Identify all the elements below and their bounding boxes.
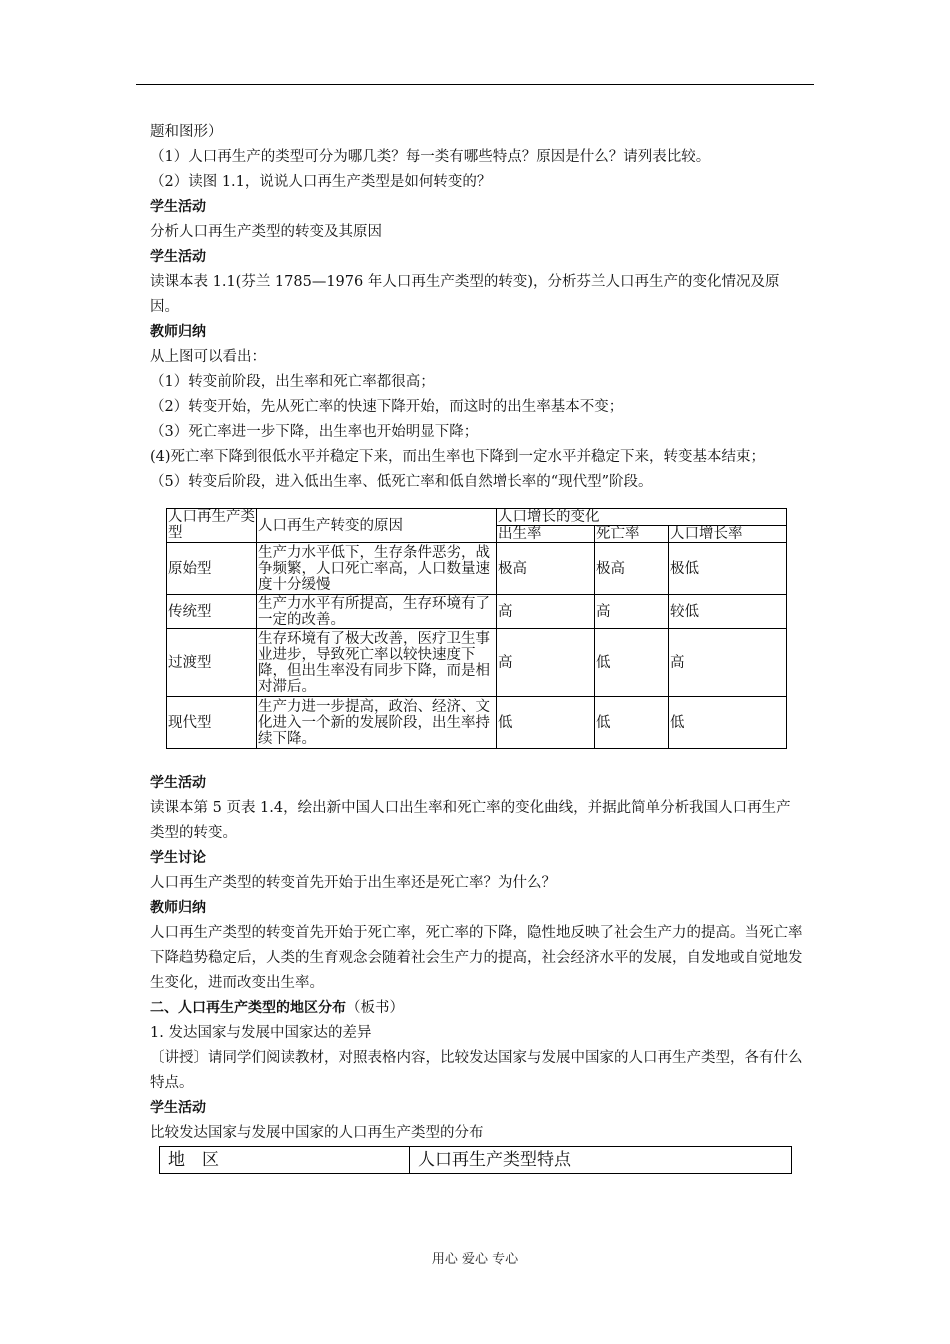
paragraph: 1. 发达国家与发展中国家达的差异: [150, 1025, 372, 1041]
section2-suffix: （板书）: [346, 1000, 404, 1016]
section-heading: 学生活动: [150, 1100, 206, 1116]
section-heading: 学生活动: [150, 775, 206, 791]
paragraph: 比较发达国家与发展中国家的人口再生产类型的分布: [150, 1125, 484, 1141]
cell-birth: 高: [497, 595, 595, 629]
bottom-paragraphs: [150, 771, 805, 996]
cell-reason: 生产力水平低下，生存条件恶劣，战争频繁，人口死亡率高，人口数量速度十分缓慢: [257, 543, 497, 595]
section-heading: 教师归纳: [150, 900, 206, 916]
paragraph: （2）转变开始，先从死亡率的快速下降开始，而这时的出生率基本不变；: [150, 399, 624, 415]
reproduction-types-table: [166, 508, 787, 749]
paragraph: 从上图可以看出：: [150, 349, 266, 365]
cell-growth: 极低: [669, 543, 787, 595]
cell-growth: 较低: [669, 595, 787, 629]
table-row: [167, 697, 787, 749]
page-footer: 用心 爱心 专心: [431, 1252, 519, 1267]
cell-growth: 高: [669, 629, 787, 697]
header-type: 人口再生产类型: [168, 509, 255, 541]
section2-heading: [150, 996, 805, 1021]
paragraph: 人口再生产类型的转变首先开始于死亡率，死亡率的下降，隐性地反映了社会生产力的提高。当死亡率下降趋势稳定后，人类的生育观念会随着社会生产力的提高，社会经济水平的发展，自发地或自觉地发生变化，进而改变出生率。: [150, 925, 803, 991]
cell-reason: 生产力进一步提高，政治、经济、文化进入一个新的发展阶段，出生率持续下降。: [257, 697, 497, 749]
cell-death: 低: [595, 697, 669, 749]
paragraph: 〔讲授〕请同学们阅读教材，对照表格内容，比较发达国家与发展中国家的人口再生产类型，各有什么特点。: [150, 1050, 803, 1091]
cell-birth: 极高: [497, 543, 595, 595]
header-rule: [136, 84, 814, 85]
paragraph: 题和图形）: [150, 124, 223, 140]
table-row: [167, 595, 787, 629]
paragraph: 分析人口再生产类型的转变及其原因: [150, 224, 382, 240]
cell-reason: 生存环境有了极大改善，医疗卫生事业进步，导致死亡率以较快速度下降，但出生率没有同步下降，而是相对滞后。: [257, 629, 497, 697]
header-reason: 人口再生产转变的原因: [257, 509, 497, 543]
paragraph: (4)死亡率下降到很低水平并稳定下来，而出生率也下降到一定水平并稳定下来，转变基本结束；: [150, 449, 766, 465]
table-header-row: [167, 509, 787, 526]
region-comparison-table: [159, 1146, 792, 1174]
section-heading: 学生活动: [150, 249, 206, 265]
header-region: 地 区: [160, 1147, 410, 1174]
cell-death: 极高: [595, 543, 669, 595]
document-body: [150, 120, 805, 1174]
header-growth-rate: 人口增长率: [669, 526, 787, 543]
cell-death: 低: [595, 629, 669, 697]
section-heading: 学生活动: [150, 199, 206, 215]
paragraph: 读课本表 1.1(芬兰 1785—1976 年人口再生产类型的转变)，分析芬兰人口再生产的变化情况及原因。: [150, 274, 780, 315]
paragraph: （2）读图 1.1，说说人口再生产类型是如何转变的？: [150, 174, 492, 190]
section2-title: 二、人口再生产类型的地区分布: [150, 1000, 346, 1016]
cell-type: 现代型: [167, 697, 257, 749]
cell-type: 原始型: [167, 543, 257, 595]
section2-paragraphs: [150, 1021, 805, 1146]
header-change: 人口增长的变化: [497, 509, 787, 526]
table-header-row: [160, 1147, 792, 1174]
paragraph: 读课本第 5 页表 1.4，绘出新中国人口出生率和死亡率的变化曲线，并据此简单分析我国人口再生产类型的转变。: [150, 800, 791, 841]
paragraph: （3）死亡率进一步下降，出生率也开始明显下降；: [150, 424, 479, 440]
header-death-rate: 死亡率: [595, 526, 669, 543]
table-row: [167, 543, 787, 595]
cell-death: 高: [595, 595, 669, 629]
cell-reason: 生产力水平有所提高，生存环境有了一定的改善。: [257, 595, 497, 629]
paragraph: （1）转变前阶段，出生率和死亡率都很高；: [150, 374, 435, 390]
cell-birth: 低: [497, 697, 595, 749]
top-paragraphs: [150, 120, 805, 495]
paragraph: 人口再生产类型的转变首先开始于出生率还是死亡率？为什么？: [150, 875, 556, 891]
paragraph: （5）转变后阶段，进入低出生率、低死亡率和低自然增长率的“现代型”阶段。: [150, 474, 653, 490]
paragraph: （1）人口再生产的类型可分为哪几类？每一类有哪些特点？原因是什么？请列表比较。: [150, 149, 711, 165]
header-birth-rate: 出生率: [497, 526, 595, 543]
cell-type: 过渡型: [167, 629, 257, 697]
cell-type: 传统型: [167, 595, 257, 629]
cell-growth: 低: [669, 697, 787, 749]
table-row: [167, 629, 787, 697]
section-heading: 学生讨论: [150, 850, 206, 866]
header-feature: 人口再生产类型特点: [410, 1147, 792, 1174]
cell-birth: 高: [497, 629, 595, 697]
section-heading: 教师归纳: [150, 324, 206, 340]
